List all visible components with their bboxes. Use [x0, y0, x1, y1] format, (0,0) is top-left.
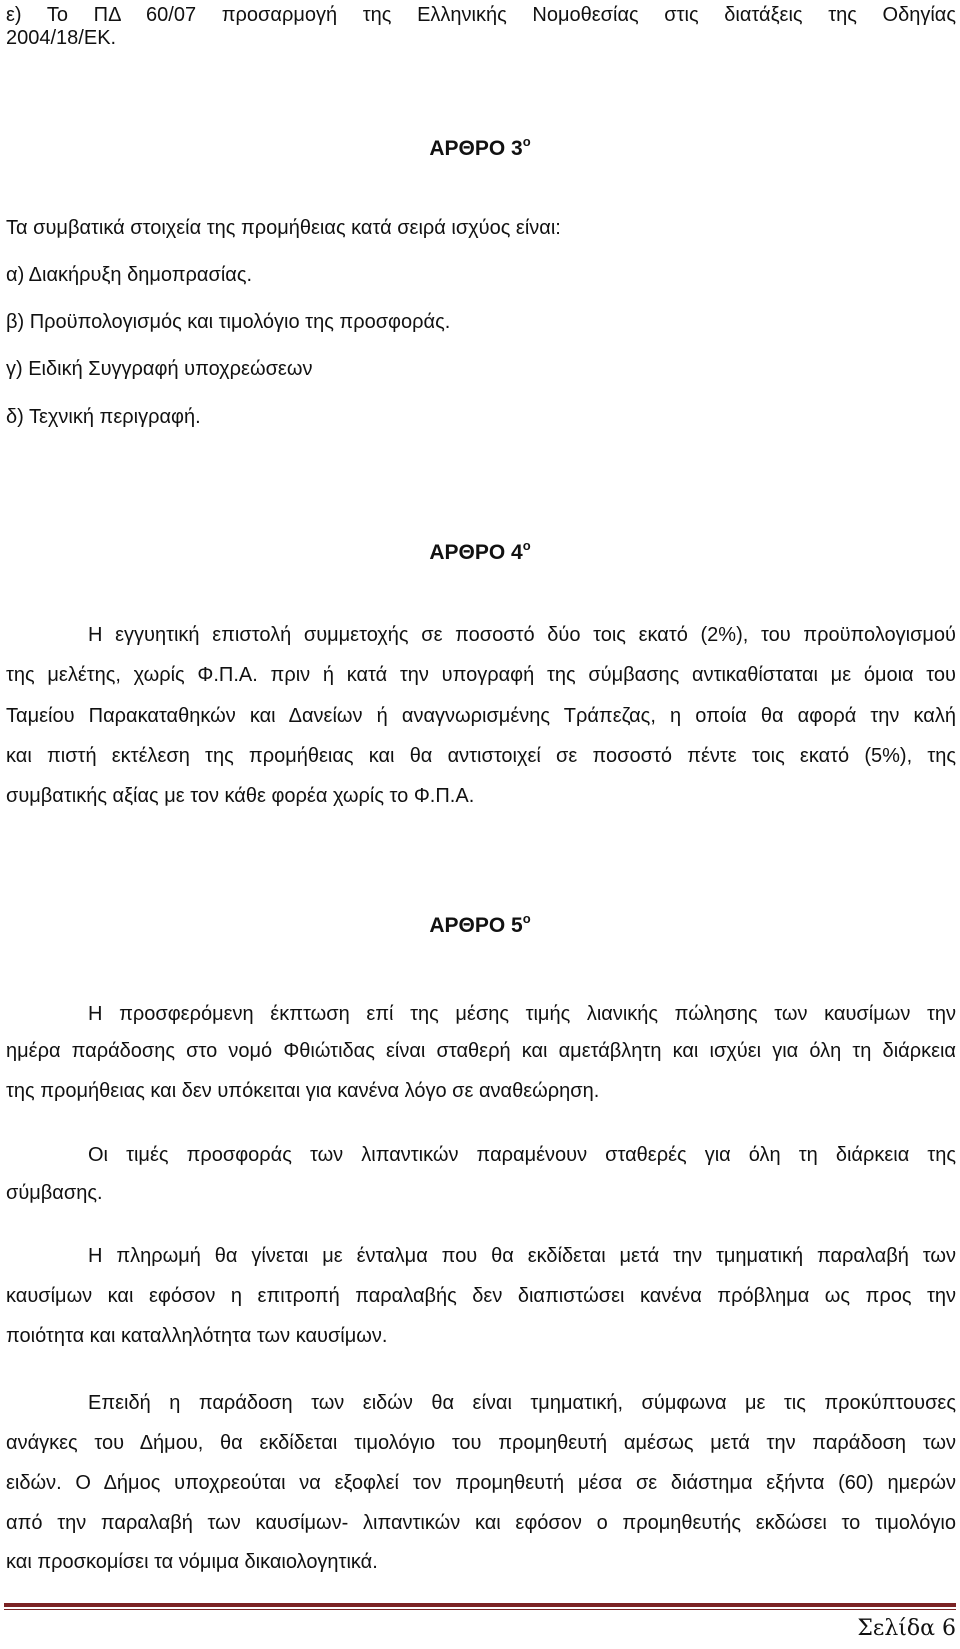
article-5-p1-line-3: της προμήθειας και δεν υπόκειται για κανένα λόγο σε αναθεώρηση. — [6, 1080, 600, 1102]
article-5-sup: ο — [522, 911, 531, 926]
article-3-item-c: γ) Ειδική Συγγραφή υποχρεώσεων — [6, 358, 313, 380]
article-4-line-3: Ταμείου Παρακαταθηκών και Δανείων ή αναγνωρισμένης Τράπεζας, η οποία θα αφορά την καλή — [6, 705, 956, 727]
item-e-line-1: ε) Το ΠΔ 60/07 προσαρμογή της Ελληνικής Νομοθεσίας στις διατάξεις της Οδηγίας — [6, 4, 956, 26]
article-5-heading — [0, 904, 960, 941]
article-5-p3-line-3: ποιότητα και καταλληλότητα των καυσίμων. — [6, 1325, 388, 1347]
article-4-title: ΑΡΘΡΟ 4 — [429, 541, 523, 564]
article-5-p2-line-2: σύμβασης. — [6, 1182, 103, 1204]
article-5-p3-line-1: Η πληρωμή θα γίνεται με ένταλμα που θα εκδίδεται μετά την τμηματική παραλαβή των — [88, 1245, 956, 1267]
article-3-item-d: δ) Τεχνική περιγραφή. — [6, 406, 201, 428]
article-3-title: ΑΡΘΡΟ 3 — [429, 137, 523, 160]
item-e-line-2: 2004/18/ΕΚ. — [6, 27, 117, 49]
page-number: Σελίδα 6 — [857, 1616, 956, 1641]
article-3-item-b: β) Προϋπολογισμός και τιμολόγιο της προσφοράς. — [6, 311, 451, 333]
footer-rule-thin — [4, 1609, 956, 1610]
article-3-item-a: α) Διακήρυξη δημοπρασίας. — [6, 264, 253, 286]
article-4-line-4: και πιστή εκτέλεση της προμήθειας και θα αντιστοιχεί σε ποσοστό πέντε τοις εκατό (5%), της — [6, 745, 956, 767]
footer-rule-thick — [4, 1603, 956, 1607]
article-4-sup: ο — [522, 538, 531, 553]
article-4-line-2: της μελέτης, χωρίς Φ.Π.Α. πριν ή κατά την υπογραφή της σύμβασης αντικαθίσταται με όμοια του — [6, 664, 956, 686]
article-3-heading — [0, 127, 960, 164]
article-5-p1-line-2: ημέρα παράδοσης στο νομό Φθιώτιδας είναι σταθερή και αμετάβλητη και ισχύει για όλη τη διάρκεια — [6, 1040, 956, 1062]
article-3-intro: Τα συμβατικά στοιχεία της προμήθειας κατά σειρά ισχύος είναι: — [6, 217, 561, 239]
article-4-heading — [0, 531, 960, 568]
article-4-line-5: συμβατικής αξίας με τον κάθε φορέα χωρίς το Φ.Π.Α. — [6, 785, 475, 807]
article-4-line-1: Η εγγυητική επιστολή συμμετοχής σε ποσοστό δύο τοις εκατό (2%), του προϋπολογισμού — [88, 624, 956, 646]
article-5-p4-line-1: Επειδή η παράδοση των ειδών θα είναι τμηματική, σύμφωνα με τις προκύπτουσες — [88, 1392, 956, 1414]
article-3-sup: ο — [522, 134, 531, 149]
article-5-p4-line-4: από την παραλαβή των καυσίμων- λιπαντικών και εφόσον ο προμηθευτής εκδώσει το τιμολόγιο — [6, 1512, 956, 1534]
article-5-p1-line-1: Η προσφερόμενη έκπτωση επί της μέσης τιμής λιανικής πώλησης των καυσίμων την — [88, 1003, 956, 1025]
article-5-p2-line-1: Οι τιμές προσφοράς των λιπαντικών παραμένουν σταθερές για όλη τη διάρκεια της — [88, 1144, 956, 1166]
article-5-p4-line-3: ειδών. Ο Δήμος υποχρεούται να εξοφλεί τον προμηθευτή μέσα σε διάστημα εξήντα (60) ημερών — [6, 1472, 956, 1494]
article-5-p4-line-2: ανάγκες του Δήμου, θα εκδίδεται τιμολόγιο του προμηθευτή αμέσως μετά την παράδοση των — [6, 1432, 956, 1454]
article-5-p4-line-5: και προσκομίσει τα νόμιμα δικαιολογητικά. — [6, 1551, 378, 1573]
article-5-title: ΑΡΘΡΟ 5 — [429, 914, 523, 937]
article-5-p3-line-2: καυσίμων και εφόσον η επιτροπή παραλαβής δεν διαπιστώσει κανένα πρόβλημα ως προς την — [6, 1285, 956, 1307]
